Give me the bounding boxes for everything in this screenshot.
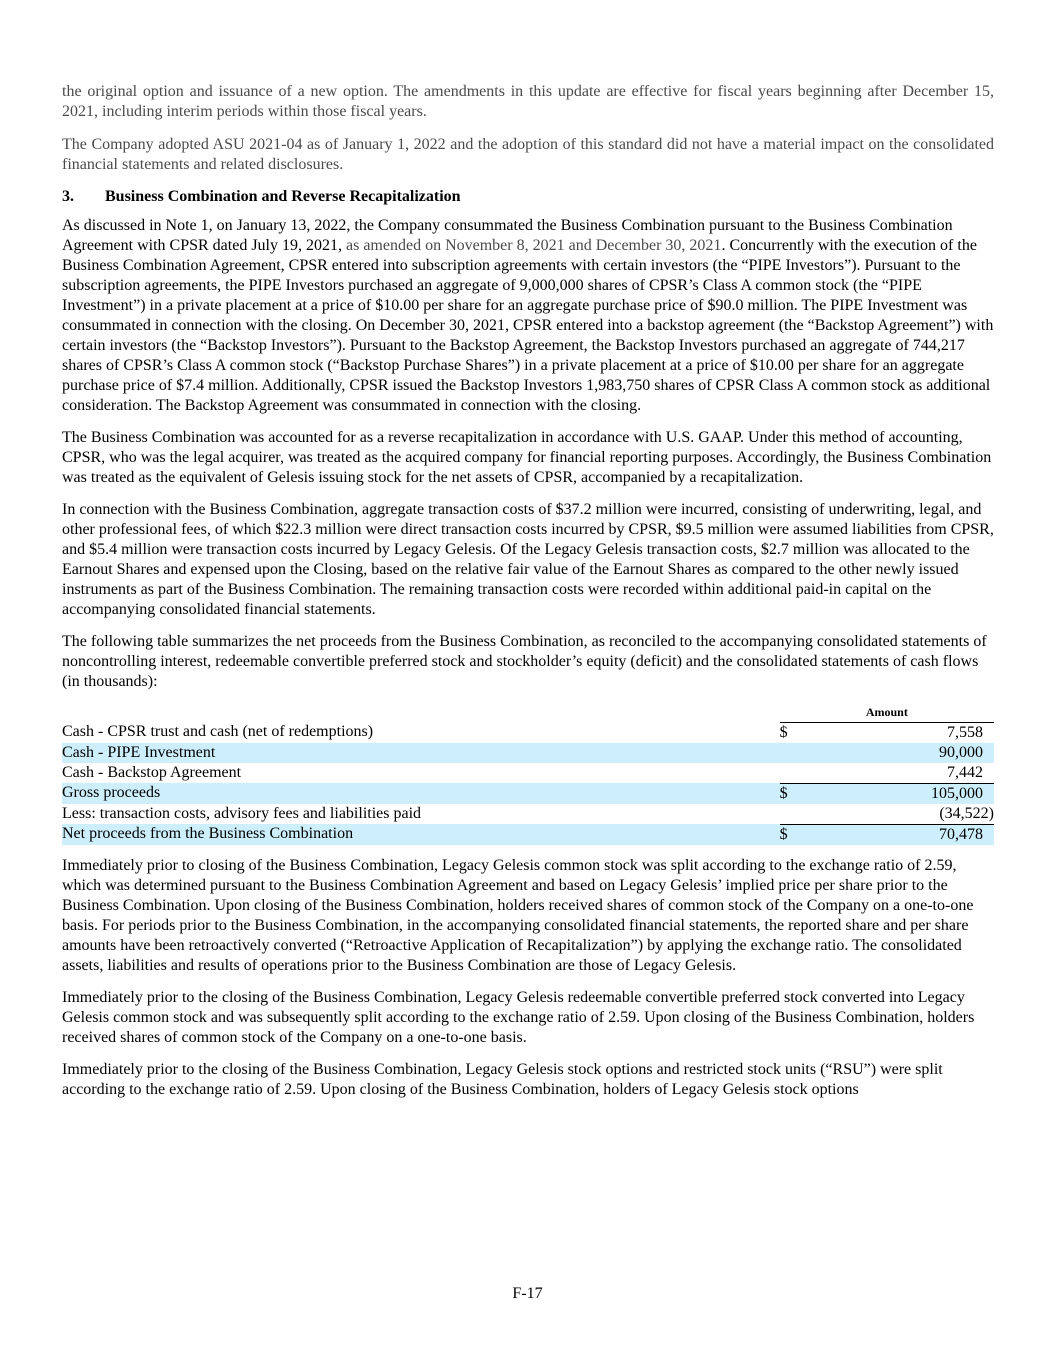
paragraph-business-combination-part3: . Concurrently with the execution of the Business Combination Agreement, CPSR entered into subscription agreements with certain investors (the “PIPE Investors”). Pursuant to the subscription agreements, the PIPE Investors purchased an aggregate of 9,000,000 shares of CPSR’s Class A common stock (the “PIPE Investment”) in a private placement at a price of $10.00 per share for an aggregate purchase price of $90.0 million. The PIPE Investment was consummated in connection with the closing. On December 30, 2021, CPSR entered into a backstop agreement (the “Backstop Agreement”) with certain investors (the “Backstop Investors”). Pursuant to the Backstop Agreement, the Backstop Investors purchased an aggregate of 744,217 shares of CPSR’s Class A common stock (“Backstop Purchase Shares”) in a private placement at a price of $10.00 per share for an aggregate purchase price of $7.4 million. Additionally, CPSR issued the Backstop Investors 1,983,750 shares of CPSR Class A common stock as additional consideration. The Backstop Agreement was consummated in connection with the closing.	[62, 237, 994, 414]
section-heading	[62, 187, 994, 207]
row-value: 105,000	[800, 783, 994, 804]
row-value: 7,558	[947, 723, 983, 741]
paragraph-common-stock-split: Immediately prior to closing of the Business Combination, Legacy Gelesis common stock was split according to the exchange ratio of 2.59, which was determined pursuant to the Business Combination Agreement and based on Legacy Gelesis’ implied price per share prior to the Business Combination. Upon closing of the Business Combination, holders received shares of common stock of the Company on a one-to-one basis. For periods prior to the Business Combination, in the accompanying consolidated financial statements, the reported share and per share amounts have been retroactively converted (“Retroactive Application of Recapitalization”) by applying the exchange ratio. The consolidated assets, liabilities and results of operations prior to the Business Combination are those of Legacy Gelesis.	[62, 856, 974, 974]
row-currency: $	[780, 824, 800, 845]
table-row	[62, 722, 994, 743]
table-header-row	[62, 702, 994, 722]
paragraph-asu-adoption: The Company adopted ASU 2021-04 as of January 1, 2022 and the adoption of this standard did not have a material impact on the consolidated financial statements and related disclosures.	[62, 136, 994, 173]
row-label: Net proceeds from the Business Combination	[62, 824, 780, 845]
row-currency	[780, 804, 800, 825]
row-currency	[780, 743, 800, 763]
table-row-total	[62, 824, 994, 845]
row-value: 90,000	[800, 743, 994, 763]
paragraph-business-combination-part1: As discussed in Note 1, on January 13, 2022, the Company consummated the Business Combination pursuant to the Business Combination Agreement with CPSR dated July 19, 2021,	[62, 217, 953, 254]
row-currency	[780, 763, 800, 784]
section-title: Business Combination and Reverse Recapitalization	[105, 188, 461, 205]
section-number: 3.	[62, 188, 74, 205]
row-label: Cash - Backstop Agreement	[62, 763, 242, 781]
row-label: Less: transaction costs, advisory fees and liabilities paid	[62, 804, 422, 822]
document-page	[62, 82, 994, 1112]
page-number: F-17	[512, 1285, 543, 1302]
paragraph-asu-effective: the original option and issuance of a new option. The amendments in this update are effective for fiscal years beginning after December 15, 2021, including interim periods within those fiscal years.	[62, 83, 994, 120]
row-label: Gross proceeds	[62, 783, 780, 804]
paragraph-reverse-recap: The Business Combination was accounted for as a reverse recapitalization in accordance with U.S. GAAP. Under this method of accounting, CPSR, who was the legal acquirer, was treated as the acquired company for financial reporting purposes. Accordingly, the Business Combination was treated as the equivalent of Gelesis issuing stock for the net assets of CPSR, accompanied by a recapitalization.	[62, 429, 992, 486]
row-label: Cash - PIPE Investment	[62, 743, 780, 763]
row-currency: $	[779, 723, 788, 741]
row-value: (34,522)	[939, 804, 994, 822]
row-value: 70,478	[800, 824, 994, 845]
table-row-subtotal	[62, 783, 994, 804]
paragraph-stock-options: Immediately prior to the closing of the Business Combination, Legacy Gelesis stock options and restricted stock units (“RSU”) were split according to the exchange ratio of 2.59. Upon closing of the Business Combination, holders of Legacy Gelesis stock options	[62, 1060, 943, 1098]
table-row	[62, 763, 994, 784]
paragraph-business-combination	[62, 216, 994, 416]
row-currency: $	[780, 783, 800, 804]
paragraph-transaction-costs: In connection with the Business Combination, aggregate transaction costs of $37.2 million were incurred, consisting of underwriting, legal, and other professional fees, of which $22.3 million were direct transaction costs incurred by CPSR, $9.5 million were assumed liabilities from CPSR, and $5.4 million were transaction costs incurred by Legacy Gelesis. Of the Legacy Gelesis transaction costs, $2.7 million was allocated to the Earnout Shares and expensed upon the Closing, based on the relative fair value of the Earnout Shares as compared to the other newly issued instruments as part of the Business Combination. The remaining transaction costs were recorded within additional paid-in capital on the accompanying consolidated financial statements.	[62, 501, 994, 618]
row-label: Cash - CPSR trust and cash (net of redemptions)	[62, 723, 374, 741]
paragraph-preferred-stock: Immediately prior to the closing of the Business Combination, Legacy Gelesis redeemable convertible preferred stock converted into Legacy Gelesis common stock and was subsequently split according to the exchange ratio of 2.59. Upon closing of the Business Combination, holders received shares of common stock of the Company on a one-to-one basis.	[62, 988, 975, 1046]
table-row	[62, 804, 994, 825]
paragraph-business-combination-amended: as amended on November 8, 2021 and December 30, 2021	[341, 237, 722, 254]
net-proceeds-table	[62, 702, 994, 845]
amount-column-header: Amount	[780, 702, 994, 722]
table-row	[62, 743, 994, 763]
row-value: 7,442	[947, 763, 983, 781]
paragraph-table-intro: The following table summarizes the net proceeds from the Business Combination, as reconciled to the accompanying consolidated statements of noncontrolling interest, redeemable convertible preferred stock and stockholder’s equity (deficit) and the consolidated statements of cash flows (in thousands):	[62, 633, 987, 690]
